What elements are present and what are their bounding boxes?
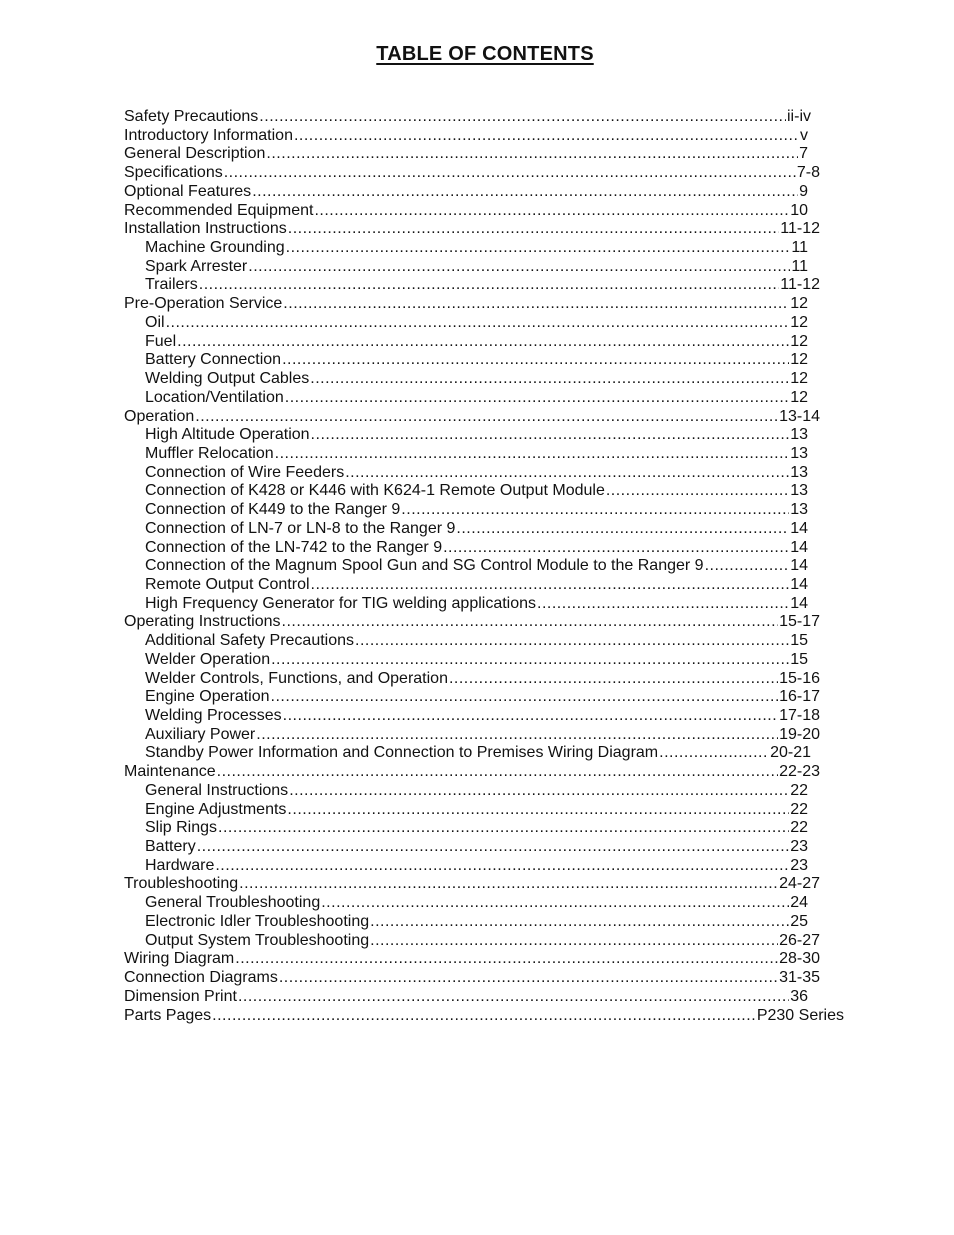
toc-entry-row	[124, 1007, 844, 1026]
toc-entry-row	[145, 482, 808, 501]
toc-subentry	[124, 314, 808, 333]
toc-entry-page: 13-14	[779, 407, 820, 425]
toc-leader-dots	[285, 389, 789, 408]
toc-entry-title: Muffler Relocation	[145, 444, 274, 462]
toc-entry-row	[145, 632, 808, 651]
toc-subentry	[124, 726, 820, 745]
toc-entry-page: 14	[790, 594, 808, 612]
toc-entry-title: Battery Connection	[145, 351, 282, 369]
toc-entry-page: 16-17	[779, 688, 820, 706]
toc-entry-title: General Description	[124, 145, 266, 163]
toc-entry-page: 14	[790, 519, 808, 537]
toc-entry-title: Optional Features	[124, 182, 252, 200]
toc-entry-title: Auxiliary Power	[145, 725, 256, 743]
toc-entry-title: Trailers	[145, 276, 198, 294]
toc-entry-row	[145, 707, 820, 726]
toc-entry-row	[124, 145, 808, 164]
toc-subentry	[124, 651, 808, 670]
toc-subentry	[124, 445, 808, 464]
toc-entry-row	[145, 838, 808, 857]
toc-leader-dots	[259, 108, 786, 127]
toc-leader-dots	[287, 801, 789, 820]
toc-entry-page: 12	[790, 388, 808, 406]
toc-entry-page: 11	[791, 239, 808, 257]
toc-entry-title: Connection of LN-7 or LN-8 to the Ranger 9	[145, 519, 456, 537]
toc-entry-row	[145, 520, 808, 539]
toc-leader-dots	[289, 782, 789, 801]
toc-entry-title: General Troubleshooting	[145, 894, 321, 912]
toc-entry-title: Fuel	[145, 332, 177, 350]
toc-subentry	[124, 595, 808, 614]
toc-subentry	[124, 464, 808, 483]
toc-entry-page: 14	[790, 557, 808, 575]
toc-entry-row	[145, 501, 808, 520]
toc-entry-title: Welding Processes	[145, 707, 282, 724]
toc-leader-dots	[217, 763, 778, 782]
toc-entry-row	[145, 857, 808, 876]
toc-leader-dots	[282, 613, 779, 632]
toc-subentry	[124, 501, 808, 520]
toc-entry-title: High Frequency Generator for TIG welding applications	[145, 594, 537, 612]
toc-entry	[124, 763, 820, 782]
toc-entry-row	[145, 670, 820, 689]
toc-entry-page: 12	[790, 351, 808, 369]
toc-entry-row	[145, 239, 808, 258]
toc-entry-row	[124, 295, 808, 314]
toc-subentry	[124, 370, 808, 389]
toc-leader-dots	[294, 127, 799, 146]
toc-entry-row	[145, 333, 808, 352]
toc-entry-row	[124, 408, 820, 427]
toc-entry-page: 13	[790, 444, 808, 462]
toc-subentry	[124, 670, 820, 689]
toc-leader-dots	[166, 314, 790, 333]
toc-entry-page: 15-16	[779, 669, 820, 687]
toc-leader-dots	[256, 726, 778, 745]
toc-entry-row	[145, 932, 820, 951]
toc-entry-page: 14	[790, 575, 808, 593]
toc-subentry	[124, 557, 808, 576]
toc-entry-title: High Altitude Operation	[145, 426, 310, 444]
toc-entry-row	[145, 464, 808, 483]
toc-entry-row	[145, 913, 808, 932]
toc-entry-title: Recommended Equipment	[124, 201, 314, 219]
toc-entry-page: ii-iv	[787, 108, 811, 125]
toc-entry-title: Operation	[124, 407, 195, 425]
toc-leader-dots	[197, 838, 790, 857]
toc-entry-title: Machine Grounding	[145, 239, 285, 257]
toc-subentry	[124, 258, 808, 277]
toc-subentry	[124, 539, 808, 558]
toc-subentry	[124, 333, 808, 352]
toc-leader-dots	[370, 913, 789, 932]
toc-leader-dots	[271, 651, 789, 670]
toc-leader-dots	[199, 276, 780, 295]
toc-entry-page: 22	[790, 781, 808, 799]
toc-entry-title: Connection of the Magnum Spool Gun and SG Control Module to the Ranger 9	[145, 557, 704, 575]
toc-entry-title: Connection of K449 to the Ranger 9	[145, 501, 401, 519]
toc-entry-title: Oil	[145, 313, 165, 331]
toc-leader-dots	[235, 950, 778, 969]
toc-entry-title: Welder Operation	[145, 650, 271, 668]
toc-entry-page: 13	[790, 482, 808, 500]
toc-leader-dots	[370, 932, 778, 951]
toc-entry-row	[124, 202, 808, 221]
toc-entry-title: Electronic Idler Troubleshooting	[145, 912, 370, 930]
table-of-contents	[124, 108, 844, 1025]
toc-entry-row	[145, 726, 820, 745]
toc-entry-page: 23	[790, 856, 808, 874]
toc-leader-dots	[282, 351, 789, 370]
toc-entry	[124, 220, 820, 239]
toc-leader-dots	[177, 333, 789, 352]
toc-entry-title: Pre-Operation Service	[124, 295, 283, 313]
toc-leader-dots	[239, 875, 778, 894]
toc-leader-dots	[271, 688, 779, 707]
toc-entry-page: v	[800, 126, 808, 144]
toc-leader-dots	[311, 576, 790, 595]
toc-entry-row	[145, 801, 808, 820]
toc-entry	[124, 183, 808, 202]
toc-entry-title: Output System Troubleshooting	[145, 931, 370, 949]
toc-entry	[124, 613, 820, 632]
toc-entry-title: Connection of K428 or K446 with K624-1 Remote Output Module	[145, 482, 605, 500]
toc-subentry	[124, 389, 808, 408]
toc-entry-page: 9	[799, 182, 808, 200]
toc-entry-page: 14	[790, 538, 808, 556]
toc-entry-row	[145, 651, 808, 670]
toc-entry	[124, 988, 808, 1007]
toc-entry-title: Maintenance	[124, 763, 216, 781]
toc-entry-row	[124, 875, 820, 894]
toc-subentry	[124, 894, 808, 913]
toc-entry-page: 15-17	[779, 613, 820, 631]
toc-entry-title: Remote Output Control	[145, 575, 310, 593]
toc-entry-page: 19-20	[779, 725, 820, 743]
toc-entry-row	[124, 127, 808, 146]
toc-entry	[124, 145, 808, 164]
toc-entry-row	[145, 258, 808, 277]
toc-subentry	[124, 782, 808, 801]
toc-entry-title: Welding Output Cables	[145, 370, 310, 388]
toc-entry-page: 24-27	[779, 875, 820, 893]
toc-entry-title: Dimension Print	[124, 987, 237, 1005]
toc-leader-dots	[283, 707, 778, 726]
toc-leader-dots	[443, 539, 789, 558]
toc-leader-dots	[248, 258, 790, 277]
toc-leader-dots	[537, 595, 789, 614]
toc-entry-page: 22-23	[779, 763, 820, 781]
toc-entry-title: Troubleshooting	[124, 875, 239, 893]
toc-entry-page: 22	[790, 819, 808, 837]
toc-entry-row	[145, 782, 808, 801]
toc-subentry	[124, 932, 820, 951]
toc-entry-title: Spark Arrester	[145, 257, 248, 275]
toc-entry-title: Location/Ventilation	[145, 388, 284, 406]
toc-entry	[124, 164, 820, 183]
toc-entry-title: Connection of Wire Feeders	[145, 463, 345, 481]
toc-entry-row	[124, 988, 808, 1007]
toc-subentry	[124, 276, 820, 295]
toc-entry-page: 11	[791, 257, 808, 275]
toc-entry	[124, 202, 808, 221]
toc-leader-dots	[401, 501, 789, 520]
toc-leader-dots	[275, 445, 790, 464]
toc-entry-page: 12	[790, 370, 808, 388]
toc-entry-row	[145, 426, 808, 445]
toc-entry-title: Wiring Diagram	[124, 950, 235, 968]
toc-subentry	[124, 482, 808, 501]
toc-entry-page: 12	[790, 313, 808, 331]
toc-entry-row	[124, 164, 820, 183]
toc-entry-title: Additional Safety Precautions	[145, 632, 355, 650]
toc-entry-page: 26-27	[779, 931, 820, 949]
toc-entry-page: 23	[790, 838, 808, 856]
toc-leader-dots	[218, 819, 789, 838]
toc-entry-title: Installation Instructions	[124, 220, 287, 238]
toc-leader-dots	[310, 370, 789, 389]
toc-entry-row	[124, 763, 820, 782]
toc-entry-row	[124, 950, 820, 969]
toc-leader-dots	[456, 520, 789, 539]
toc-entry	[124, 408, 820, 427]
toc-entry-title: Operating Instructions	[124, 613, 281, 631]
toc-subentry	[124, 520, 808, 539]
toc-subentry	[124, 426, 808, 445]
toc-leader-dots	[314, 202, 789, 221]
toc-entry-page: 36	[790, 987, 808, 1005]
toc-leader-dots	[283, 295, 789, 314]
toc-entry-row	[145, 595, 808, 614]
toc-leader-dots	[215, 857, 789, 876]
toc-subentry	[124, 707, 820, 726]
toc-entry-row	[145, 314, 808, 333]
toc-entry-row	[145, 894, 808, 913]
toc-entry-page: 12	[790, 332, 808, 350]
toc-entry-title: Specifications	[124, 164, 223, 182]
toc-leader-dots	[705, 557, 790, 576]
toc-entry-row	[145, 576, 808, 595]
toc-entry-page: 11-12	[780, 276, 820, 294]
toc-subentry	[124, 819, 808, 838]
toc-entry	[124, 969, 820, 988]
toc-entry-page: P230 Series	[756, 1006, 844, 1024]
toc-entry-page: 7-8	[796, 164, 820, 182]
toc-entry-row	[145, 688, 820, 707]
toc-leader-dots	[224, 164, 796, 183]
toc-entry	[124, 295, 808, 314]
toc-entry-title: Battery	[145, 838, 196, 856]
toc-entry-row	[145, 819, 808, 838]
toc-subentry	[124, 351, 808, 370]
toc-entry-row	[145, 445, 808, 464]
toc-entry-page: 28-30	[779, 950, 820, 968]
toc-leader-dots	[195, 408, 778, 427]
toc-entry-title: Slip Rings	[145, 819, 218, 837]
toc-entry-page: 22	[790, 800, 808, 818]
toc-subentry	[124, 744, 811, 763]
toc-leader-dots	[355, 632, 789, 651]
toc-entry-title: Connection Diagrams	[124, 969, 278, 987]
toc-subentry	[124, 857, 808, 876]
toc-entry-title: Connection of the LN-742 to the Ranger 9	[145, 538, 443, 556]
toc-entry-title: Introductory Information	[124, 126, 293, 144]
toc-leader-dots	[606, 482, 789, 501]
toc-entry-page: 11-12	[780, 220, 820, 238]
toc-subentry	[124, 688, 820, 707]
toc-leader-dots	[659, 744, 769, 763]
toc-leader-dots	[238, 988, 789, 1007]
toc-entry-row	[145, 370, 808, 389]
toc-entry-page: 12	[790, 295, 808, 313]
toc-entry	[124, 108, 811, 127]
toc-entry-page: 13	[790, 463, 808, 481]
toc-entry-page: 13	[790, 501, 808, 519]
toc-entry-title: Hardware	[145, 856, 215, 874]
toc-subentry	[124, 632, 808, 651]
toc-entry-page: 24	[790, 894, 808, 912]
toc-subentry	[124, 838, 808, 857]
toc-entry-title: Safety Precautions	[124, 108, 259, 125]
toc-entry-page: 15	[790, 632, 808, 650]
toc-leader-dots	[288, 220, 780, 239]
toc-entry-title: Engine Adjustments	[145, 800, 287, 818]
toc-leader-dots	[311, 426, 790, 445]
toc-leader-dots	[212, 1007, 756, 1026]
toc-leader-dots	[449, 670, 778, 689]
toc-entry-row	[124, 969, 820, 988]
toc-entry-title: Parts Pages	[124, 1006, 212, 1024]
toc-entry-row	[145, 276, 820, 295]
toc-subentry	[124, 576, 808, 595]
toc-entry	[124, 875, 820, 894]
page-title: TABLE OF CONTENTS	[376, 43, 594, 65]
toc-entry	[124, 127, 808, 146]
toc-entry-page: 13	[790, 426, 808, 444]
toc-entry-page: 15	[790, 650, 808, 668]
toc-entry-page: 25	[790, 912, 808, 930]
toc-subentry	[124, 913, 808, 932]
toc-leader-dots	[266, 145, 798, 164]
toc-entry-row	[145, 389, 808, 408]
toc-entry-title: Welder Controls, Functions, and Operation	[145, 669, 448, 687]
toc-entry-row	[145, 744, 811, 763]
toc-entry-page: 31-35	[779, 969, 820, 987]
toc-leader-dots	[286, 239, 791, 258]
toc-entry-page: 10	[790, 201, 808, 219]
toc-entry-row	[145, 557, 808, 576]
toc-leader-dots	[252, 183, 798, 202]
toc-subentry	[124, 801, 808, 820]
toc-entry	[124, 950, 820, 969]
toc-entry-title: Standby Power Information and Connection to Premises Wiring Diagram	[145, 744, 659, 762]
toc-entry-page: 7	[799, 145, 808, 163]
toc-entry-page: 17-18	[779, 707, 820, 724]
toc-entry-row	[124, 183, 808, 202]
toc-entry-row	[145, 351, 808, 370]
toc-entry-row	[124, 613, 820, 632]
toc-leader-dots	[321, 894, 789, 913]
toc-leader-dots	[279, 969, 778, 988]
toc-entry-row	[145, 539, 808, 558]
toc-entry-page: 20-21	[770, 744, 811, 762]
toc-entry-row	[124, 220, 820, 239]
toc-leader-dots	[345, 464, 789, 483]
toc-entry	[124, 1007, 844, 1026]
toc-entry-row	[124, 108, 811, 127]
toc-entry-title: Engine Operation	[145, 688, 270, 706]
toc-entry-title: General Instructions	[145, 781, 289, 799]
toc-subentry	[124, 239, 808, 258]
